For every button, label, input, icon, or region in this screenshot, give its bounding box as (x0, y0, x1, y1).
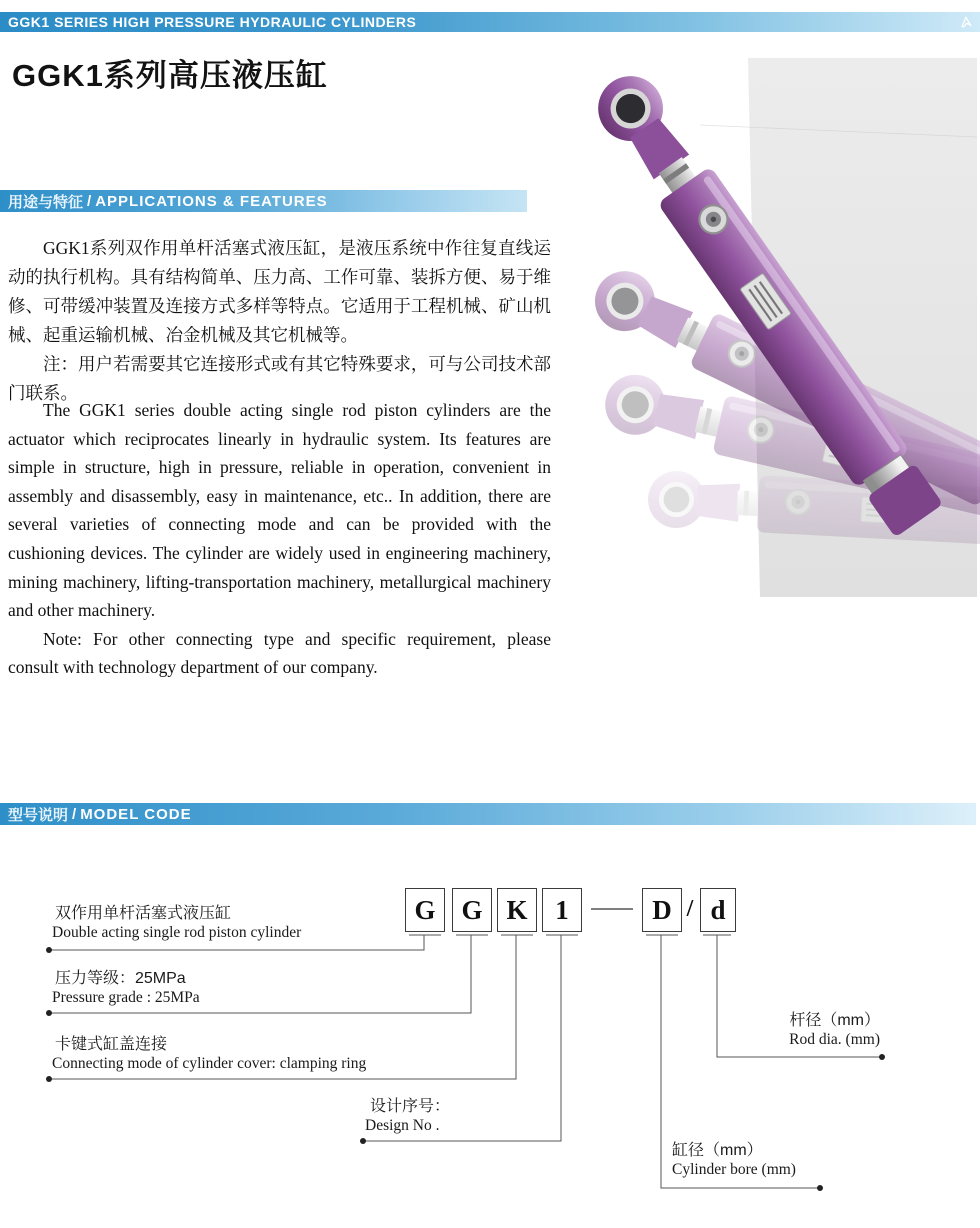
banner-logo-icon (958, 14, 974, 30)
section-header-applications-en: APPLICATIONS & FEATURES (95, 192, 328, 210)
applications-text-zh (8, 234, 551, 408)
label-design-no-zh: 设计序号： (370, 1098, 451, 1115)
code-box-g1: G (405, 888, 445, 932)
product-photo (560, 50, 980, 610)
code-box-d-upper: D (642, 888, 682, 932)
label-cylinder-bore-zh: 缸径（mm） (672, 1142, 763, 1159)
top-banner (0, 12, 980, 32)
section-header-separator: / (87, 192, 92, 210)
applications-note-en: Note: For other connecting type and specific requirement, please consult with technology department of our company. (8, 628, 551, 678)
label-rod-dia-en: Rod dia. (mm) (789, 1031, 880, 1048)
code-box-d-lower: d (700, 888, 736, 932)
section-header-applications-zh: 用途与特征 (8, 193, 84, 211)
code-box-g2: G (452, 888, 492, 932)
label-connecting-mode-zh: 卡键式缸盖连接 (55, 1036, 168, 1053)
section-header-model-code-en: MODEL CODE (80, 805, 192, 823)
applications-paragraph-en: The GGK1 series double acting single rod piston cylinders are the actuator which reciprocates linearly in hydraulic system. Its features are simple in structure, high in pressure, reliable in operation, convenient in assembly and disassembly, easy in maintenance, etc.. In addition, there are several varieties of connecting mode and can be provided with the cushioning devices. The cylinder are widely used in engineering machinery, mining machinery, lifting-transportation machinery, metallurgical machinery and other machinery. (8, 400, 551, 621)
applications-text-en (8, 396, 551, 682)
section-header-model-code (0, 803, 976, 825)
section-header-model-code-zh: 型号说明 (8, 806, 69, 824)
applications-note-zh: 注：用户若需要其它连接形式或有其它特殊要求，可与公司技术部门联系。 (8, 354, 551, 403)
code-box-1: 1 (542, 888, 582, 932)
label-pressure-grade-en: Pressure grade : 25MPa (52, 989, 200, 1006)
label-rod-dia-zh: 杆径（mm） (789, 1012, 880, 1029)
applications-paragraph-zh: GGK1系列双作用单杆活塞式液压缸，是液压系统中作往复直线运动的执行机构。具有结构简单、压力高、工作可靠、装拆方便、易于维修、可带缓冲装置及连接方式多样等特点。它适用于工程机械、矿山机械、起重运输机械、冶金机械及其它机械等。 (8, 238, 551, 345)
label-connecting-mode-en: Connecting mode of cylinder cover: clamping ring (52, 1055, 367, 1072)
top-banner-title: GGK1 SERIES HIGH PRESSURE HYDRAULIC CYLINDERS (8, 14, 417, 30)
label-design-no-en: Design No . (365, 1117, 440, 1134)
code-slash: / (686, 895, 694, 922)
label-cylinder-bore-en: Cylinder bore (mm) (672, 1161, 796, 1178)
model-code-diagram (0, 860, 980, 1220)
label-cylinder-type-en: Double acting single rod piston cylinder (52, 924, 302, 941)
code-box-k: K (497, 888, 537, 932)
section-header-separator-2: / (72, 805, 77, 823)
section-header-applications (0, 190, 527, 212)
label-cylinder-type-zh: 双作用单杆活塞式液压缸 (55, 905, 232, 922)
page-title: GGK1系列高压液压缸 (12, 58, 328, 93)
label-pressure-grade-zh: 压力等级：25MPa (55, 970, 186, 987)
